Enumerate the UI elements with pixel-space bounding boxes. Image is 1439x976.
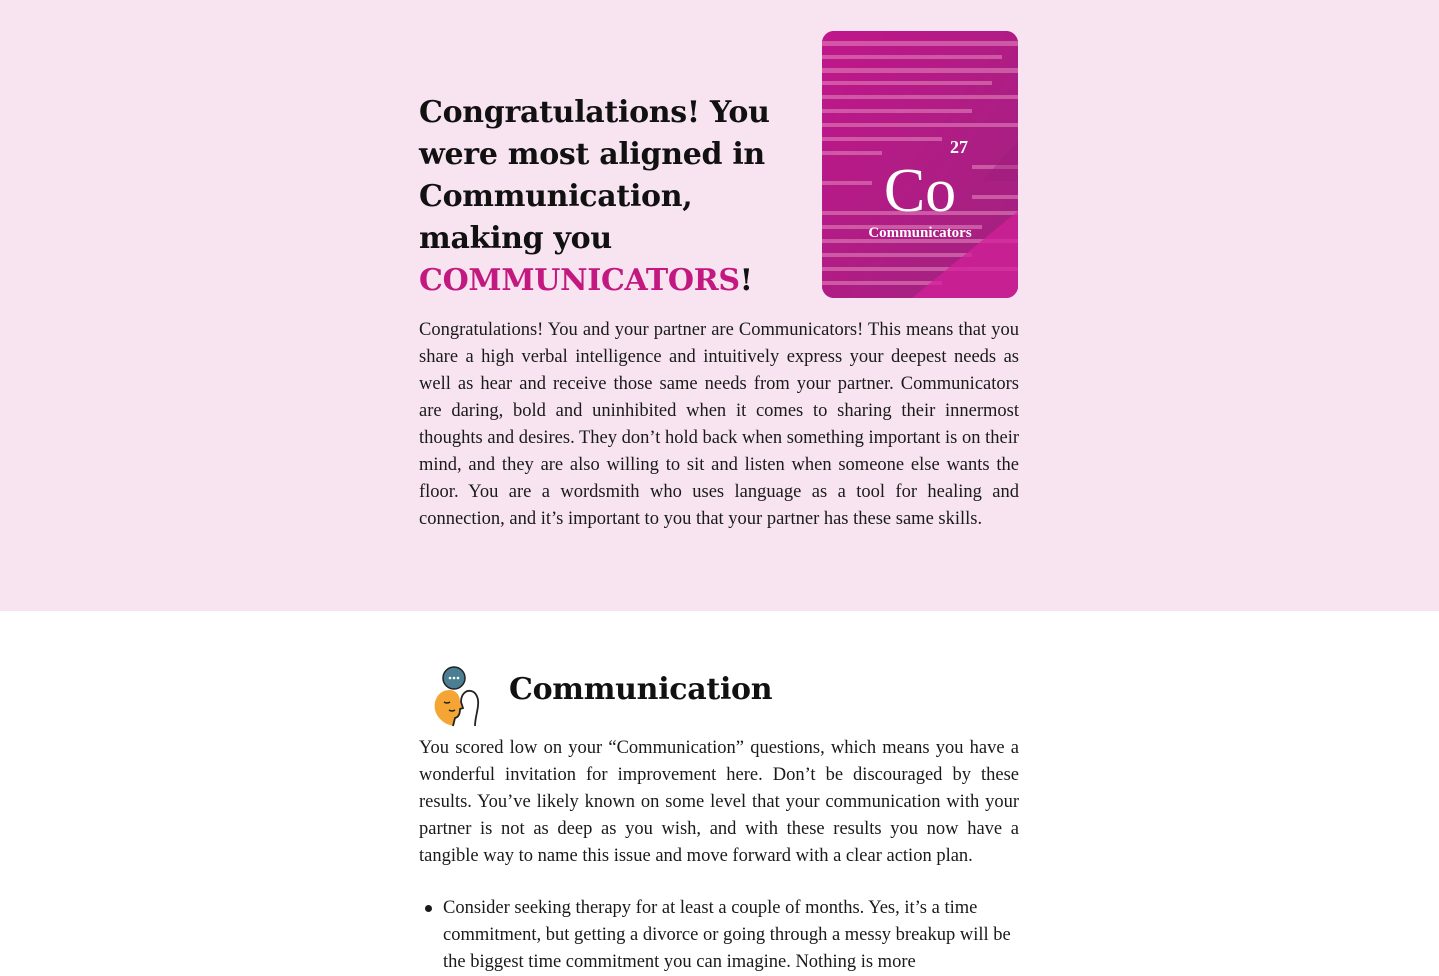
badge-number: 27 xyxy=(950,137,968,157)
headline-punctuation: ! xyxy=(739,263,753,298)
section-description: You scored low on your “Communication” questions, which means you have a wonderful invitation for improvement here. Don’t be discouraged by these results. You’ve likely known on some level that your communication with your partner is not as deep as you wish, and with these results you now have a tangible way to name this issue and move forward with a clear action plan. xyxy=(419,738,1019,866)
list-item: Consider seeking therapy for at least a couple of months. Yes, it’s a time commitment, but getting a divorce or going through a messy breakup will be the biggest time commitment you can imagine. Nothing is more xyxy=(443,895,1021,976)
badge-name: Communicators xyxy=(868,225,972,241)
section-title: Communication xyxy=(509,672,773,707)
badge-symbol: Co xyxy=(883,157,957,225)
element-badge xyxy=(822,31,1018,298)
result-description: Congratulations! You and your partner are Communicators! This means that you share a high verbal intelligence and intuitively express your deepest needs as well as hear and receive those same needs from your partner. Communicators are daring, bold and uninhibited when it comes to sharing their innermost thoughts and desires. They don’t hold back when something important is on their mind, and they are also willing to sit and listen when someone else wants the floor. You are a wordsmith who uses language as a tool for healing and connection, and it’s important to you that your partner has these same skills. xyxy=(419,320,1019,529)
communication-heads-icon xyxy=(429,664,481,728)
action-list xyxy=(443,895,1021,976)
result-headline xyxy=(419,92,809,302)
result-type-highlight: COMMUNICATORS xyxy=(419,263,740,298)
headline-text: Congratulations! You were most aligned in Communication, making you xyxy=(419,95,770,256)
